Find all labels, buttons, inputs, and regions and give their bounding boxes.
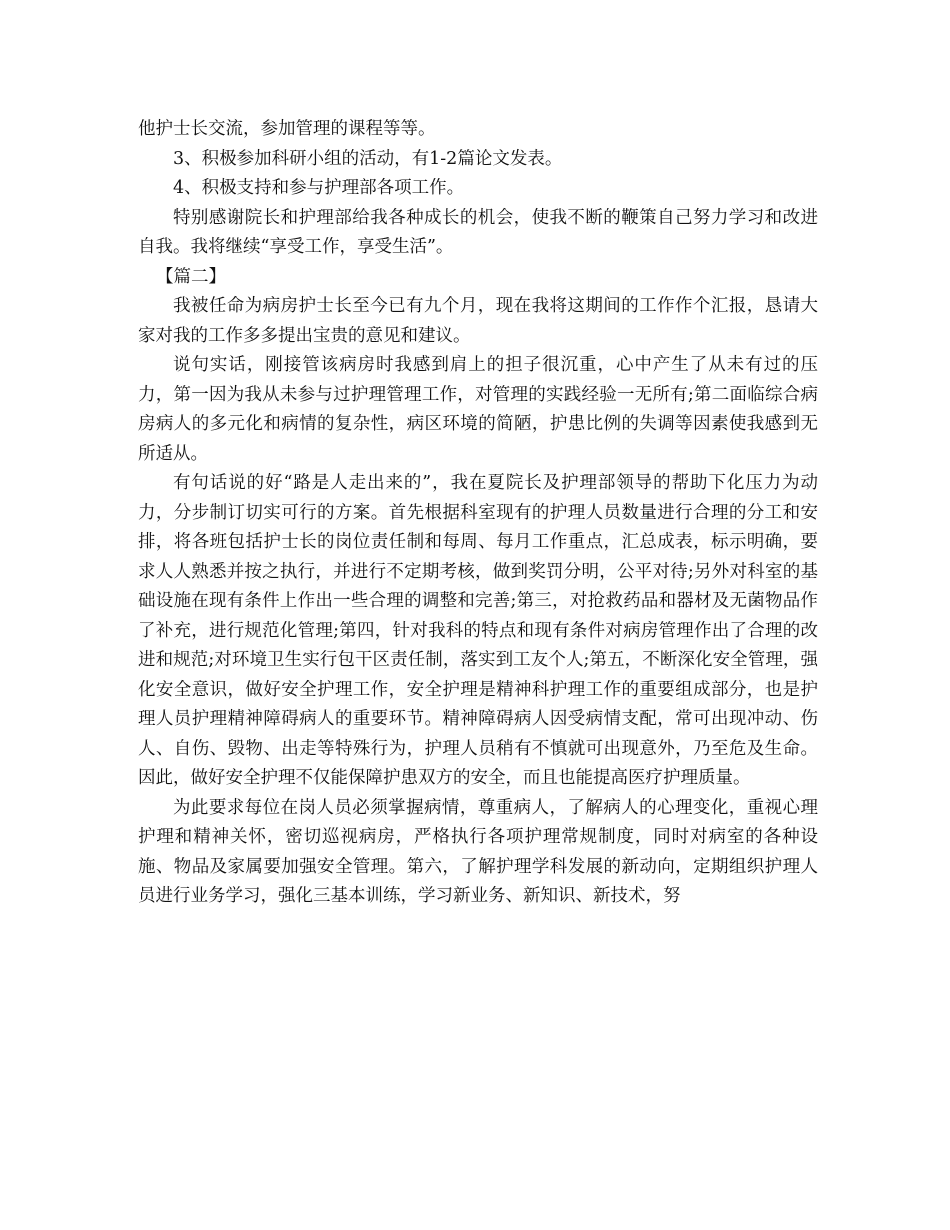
list-item-4: 4、积极支持和参与护理部各项工作。: [173, 178, 465, 198]
section-heading: 【篇二】: [156, 266, 226, 287]
list-item-3: 3、积极参加科研小组的活动，有1-2篇论文发表。: [173, 148, 563, 169]
paragraph-pressure: 说句实话，刚接管该病房时我感到肩上的担子很沉重，心中产生了从未有过的压力，第一因为我从未参与过护理管理工作，对管理的实践经验一无所有;第二面临综合病房病人的多元化和病情的复杂性，病区环境的简陋，护患比例的失调等因素使我感到无所适从。: [138, 355, 818, 464]
paragraph-intro: 我被任命为病房护士长至今已有九个月，现在我将这期间的工作作个汇报，恳请大家对我的工作多多提出宝贵的意见和建议。: [138, 296, 818, 346]
document-body: [138, 115, 818, 912]
paragraph-thanks: 特别感谢院长和护理部给我各种成长的机会，使我不断的鞭策自己努力学习和改进自我。我将继续“享受工作，享受生活”。: [138, 207, 818, 257]
paragraph-continuation: 他护士长交流，参加管理的课程等等。: [138, 119, 436, 139]
paragraph-requirements: 为此要求每位在岗人员必须掌握病情，尊重病人，了解病人的心理变化，重视心理护理和精神关怀，密切巡视病房，严格执行各项护理常规制度，同时对病室的各种设施、物品及家属要加强安全管理。第六，了解护理学科发展的新动向，定期组织护理人员进行业务学习，强化三基本训练，学习新业务、新知识、新技术，努: [138, 797, 818, 906]
paragraph-measures: 有句话说的好“路是人走出来的”，我在夏院长及护理部领导的帮助下化压力为动力，分步制订切实可行的方案。首先根据科室现有的护理人员数量进行合理的分工和安排，将各班包括护士长的岗位责任制和每周、每月工作重点，汇总成表，标示明确，要求人人熟悉并按之执行，并进行不定期考核，做到奖罚分明，公平对待;另外对科室的基础设施在现有条件上作出一些合理的调整和完善;第三，对抢救药品和器材及无菌物品作了补充，进行规范化管理;第四，针对我科的特点和现有条件对病房管理作出了合理的改进和规范;对环境卫生实行包干区责任制，落实到工友个人;第五，不断深化安全管理，强化安全意识，做好安全护理工作，安全护理是精神科护理工作的重要组成部分，也是护理人员护理精神障碍病人的重要环节。精神障碍病人因受病情支配，常可出现冲动、伤人、自伤、毁物、出走等特殊行为，护理人员稍有不慎就可出现意外，乃至危及生命。因此，做好安全护理不仅能保障护患双方的安全，而且也能提高医疗护理质量。: [138, 473, 818, 788]
